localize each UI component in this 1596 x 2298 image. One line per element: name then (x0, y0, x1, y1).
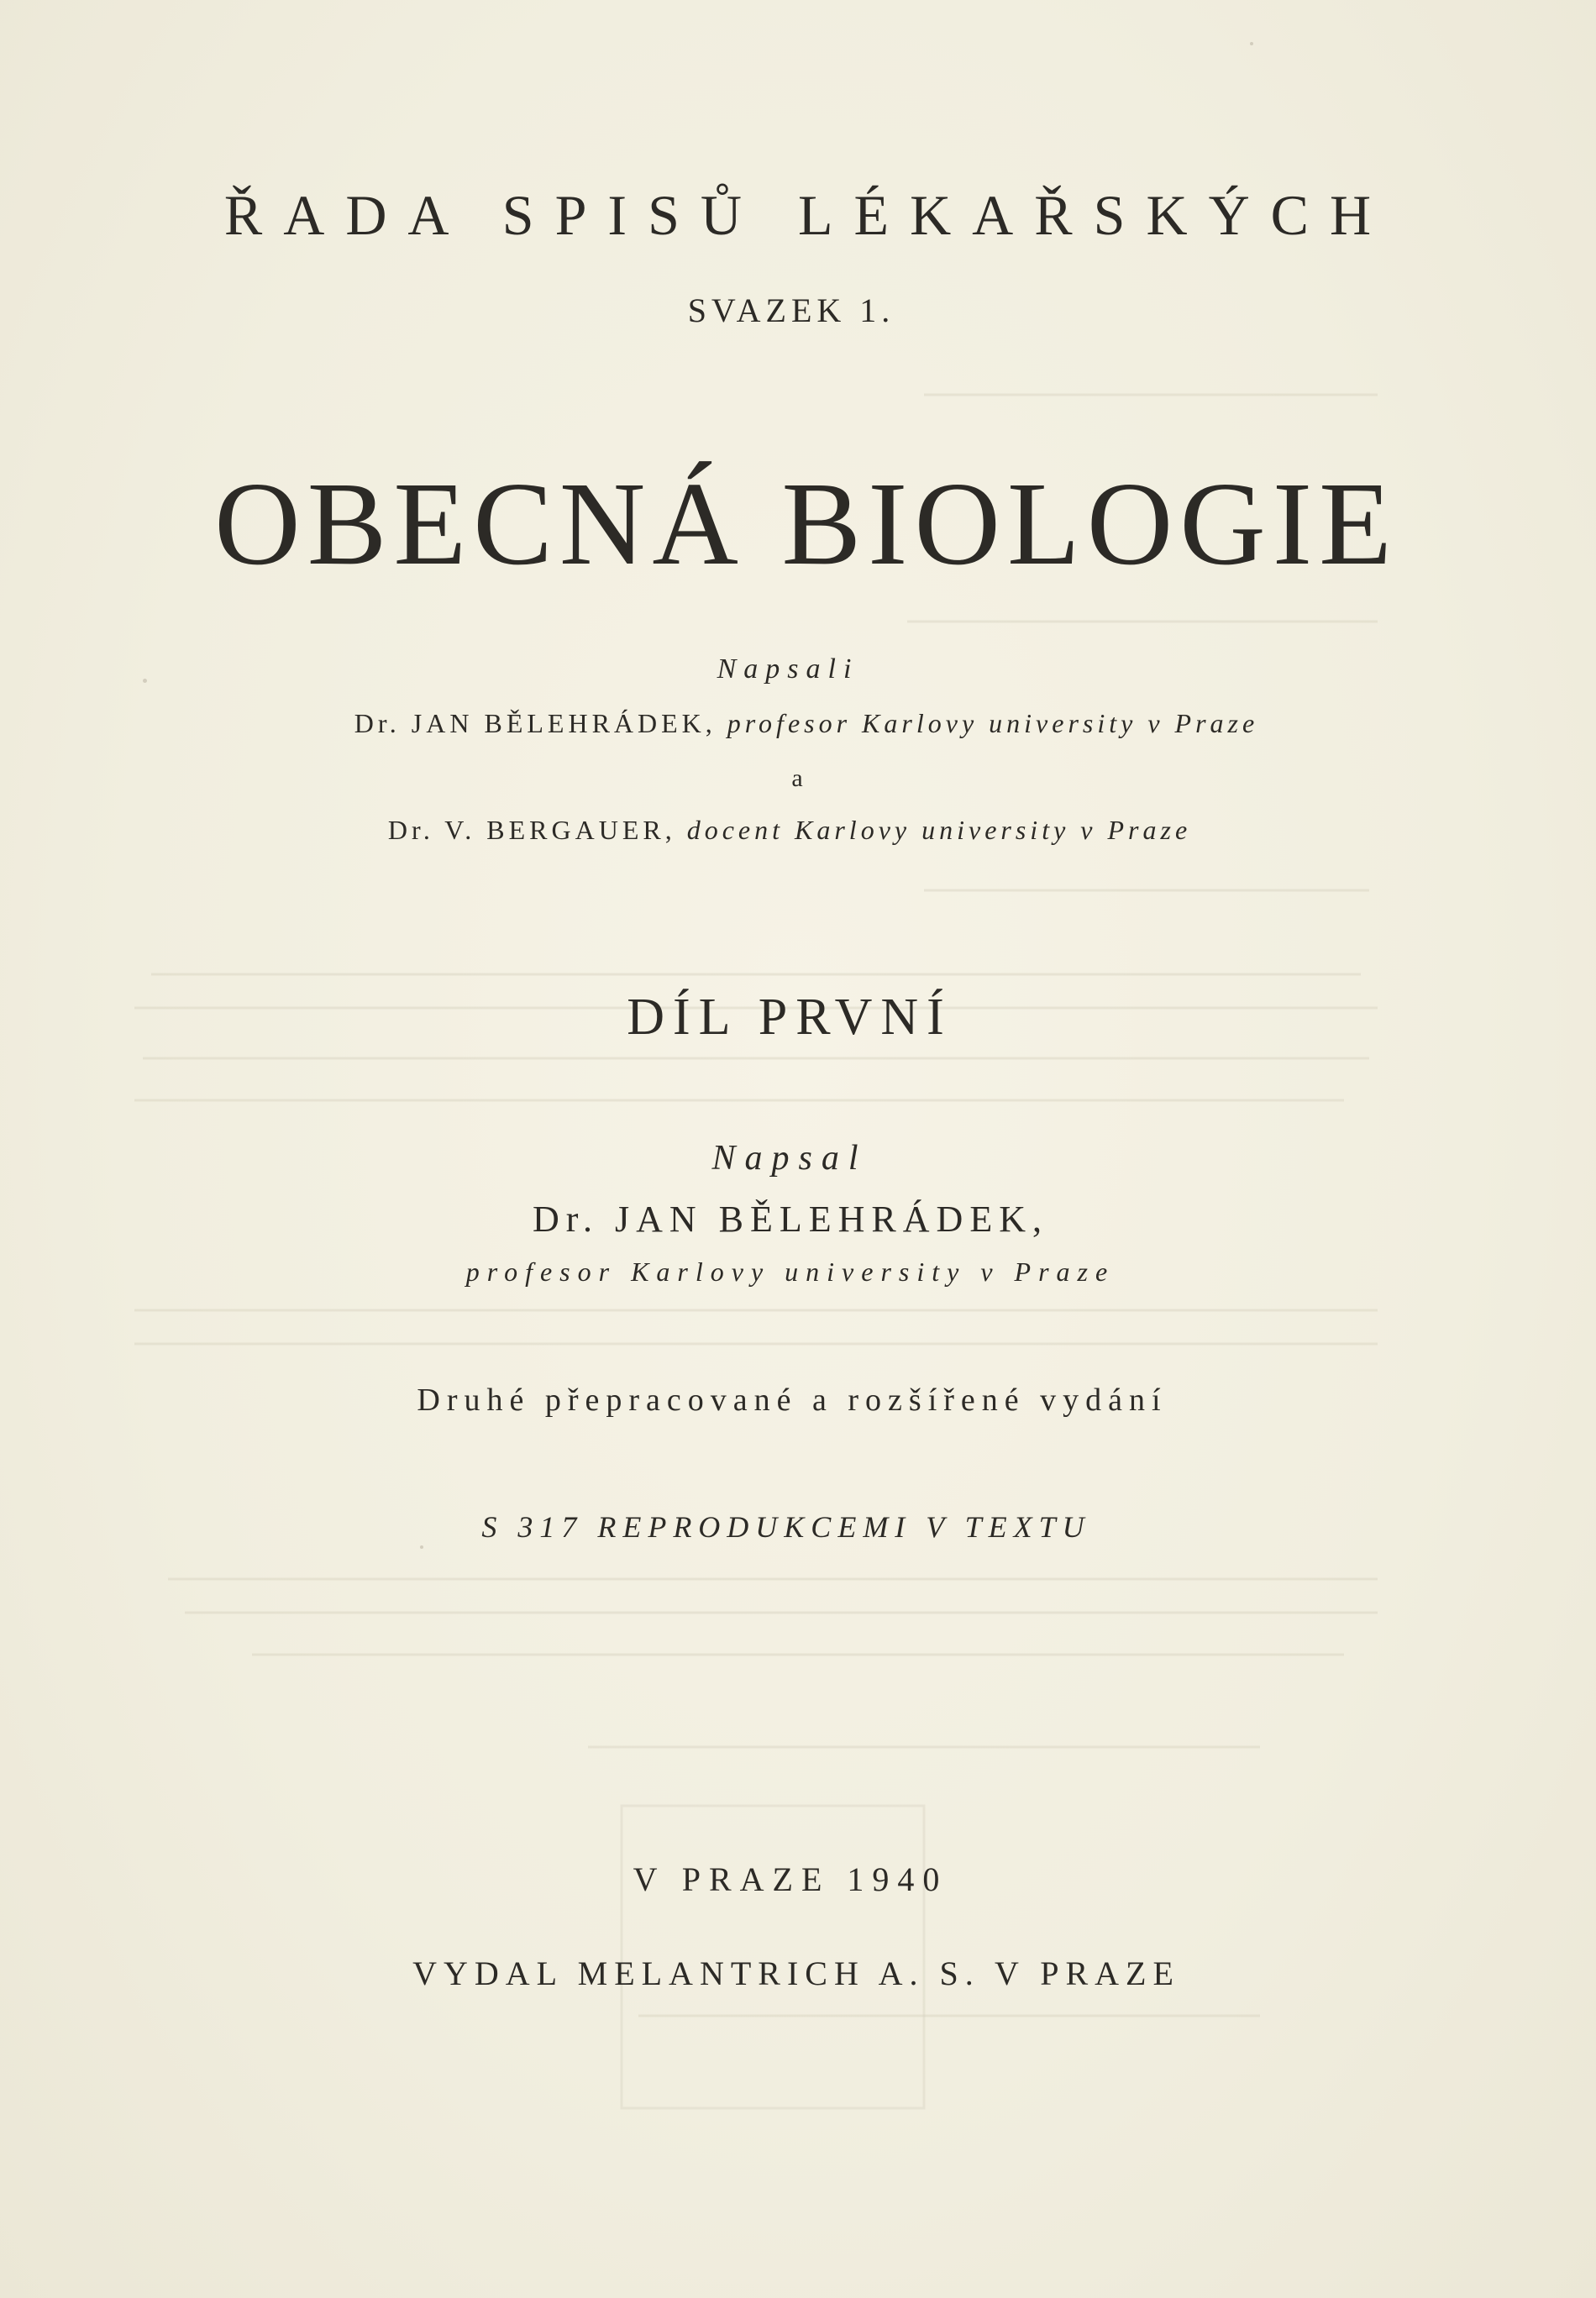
part-author-credit-label: Napsal (711, 1139, 868, 1178)
part-author-title: profesor Karlovy university v Praze (465, 1257, 1116, 1287)
part-author-name: Dr. JAN BĚLEHRÁDEK, (533, 1199, 1048, 1240)
series-title: ŘADA SPISŮ LÉKAŘSKÝCH (223, 183, 1393, 247)
author-1-title: profesor Karlovy university v Praze (727, 708, 1259, 738)
volume-number: SVAZEK 1. (687, 291, 895, 329)
author-2-name: Dr. V. BERGAUER, (387, 815, 676, 845)
author-1-name: Dr. JAN BĚLEHRÁDEK, (354, 708, 717, 738)
paper-speck (1250, 42, 1253, 45)
author-2-title: docent Karlovy university v Praze (686, 815, 1192, 845)
imprint-place-year: V PRAZE 1940 (633, 1860, 948, 1898)
imprint-publisher: VYDAL MELANTRICH A. S. V PRAZE (412, 1954, 1180, 1992)
authors-credit-label: Napsali (717, 653, 859, 685)
author-1 (8, 710, 1596, 737)
illustrations-note: S 317 REPRODUKCEMI V TEXTU (481, 1510, 1091, 1544)
edition-statement: Druhé přepracované a rozšířené vydání (417, 1382, 1168, 1418)
book-title: OBECNÁ BIOLOGIE (214, 457, 1399, 590)
author-2 (0, 816, 1588, 843)
part-title: DÍL PRVNÍ (627, 989, 953, 1046)
conjunction: a (791, 764, 803, 792)
paper-speck (420, 1545, 423, 1549)
